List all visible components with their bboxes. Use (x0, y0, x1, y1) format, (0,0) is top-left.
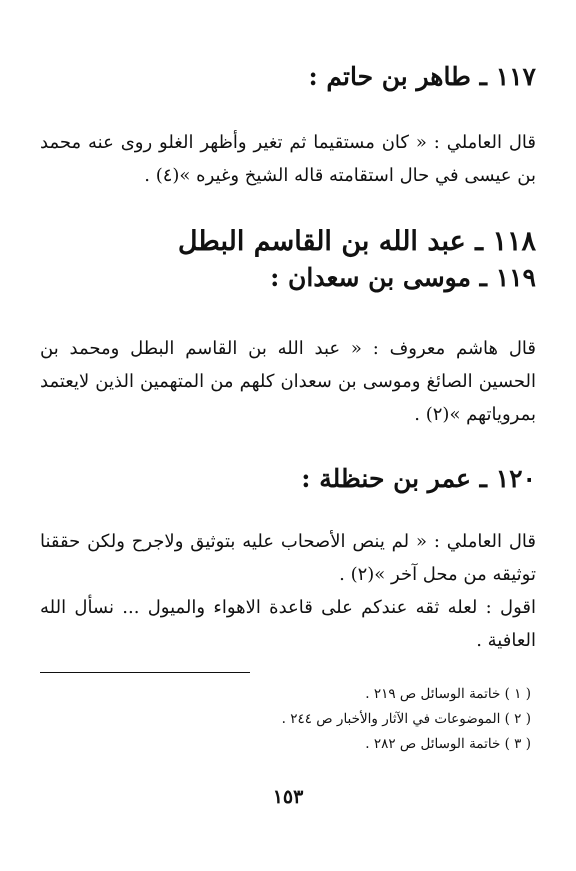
entry-heading-117: ١١٧ ـ طاهر بن حاتم : (308, 62, 536, 91)
entry-paragraph-117: قال العاملي : « كان مستقيما ثم تغير وأظهر الغلو روى عنه محمد بن عيسى في حال استقامته قاله الشيخ وغيره »(٤) . (40, 132, 536, 186)
entry-heading-119: ١١٩ ـ موسى بن سعدان : (270, 263, 536, 292)
footnote-separator (40, 672, 250, 673)
footnote-3: ( ٣ ) خاتمة الوسائل ص ٢٨٢ . (365, 736, 531, 752)
page-number: ١٥٣ (272, 786, 304, 808)
entry-heading-120: ١٢٠ ـ عمر بن حنظلة : (301, 464, 536, 493)
entry-paragraph-119: قال هاشم معروف : « عبد الله بن القاسم البطل ومحمد بن الحسين الصائغ وموسى بن سعدان كلهم من المتهمين الذين لايعتمد بمروياتهم »(٢) . (40, 338, 536, 425)
author-comment: اقول : لعله ثقه عندكم على قاعدة الاهواء والميول ... نسأل الله العافية . (40, 597, 536, 651)
footnote-2: ( ٢ ) الموضوعات في الآثار والأخبار ص ٢٤٤ . (281, 711, 531, 727)
footnote-1: ( ١ ) خاتمة الوسائل ص ٢١٩ . (365, 686, 531, 702)
entry-paragraph-120: قال العاملي : « لم ينص الأصحاب عليه بتوثيق ولاجرح ولكن حققنا توثيقه من محل آخر »(٢) . (40, 531, 536, 585)
entry-heading-118: ١١٨ ـ عبد الله بن القاسم البطل (177, 226, 536, 257)
